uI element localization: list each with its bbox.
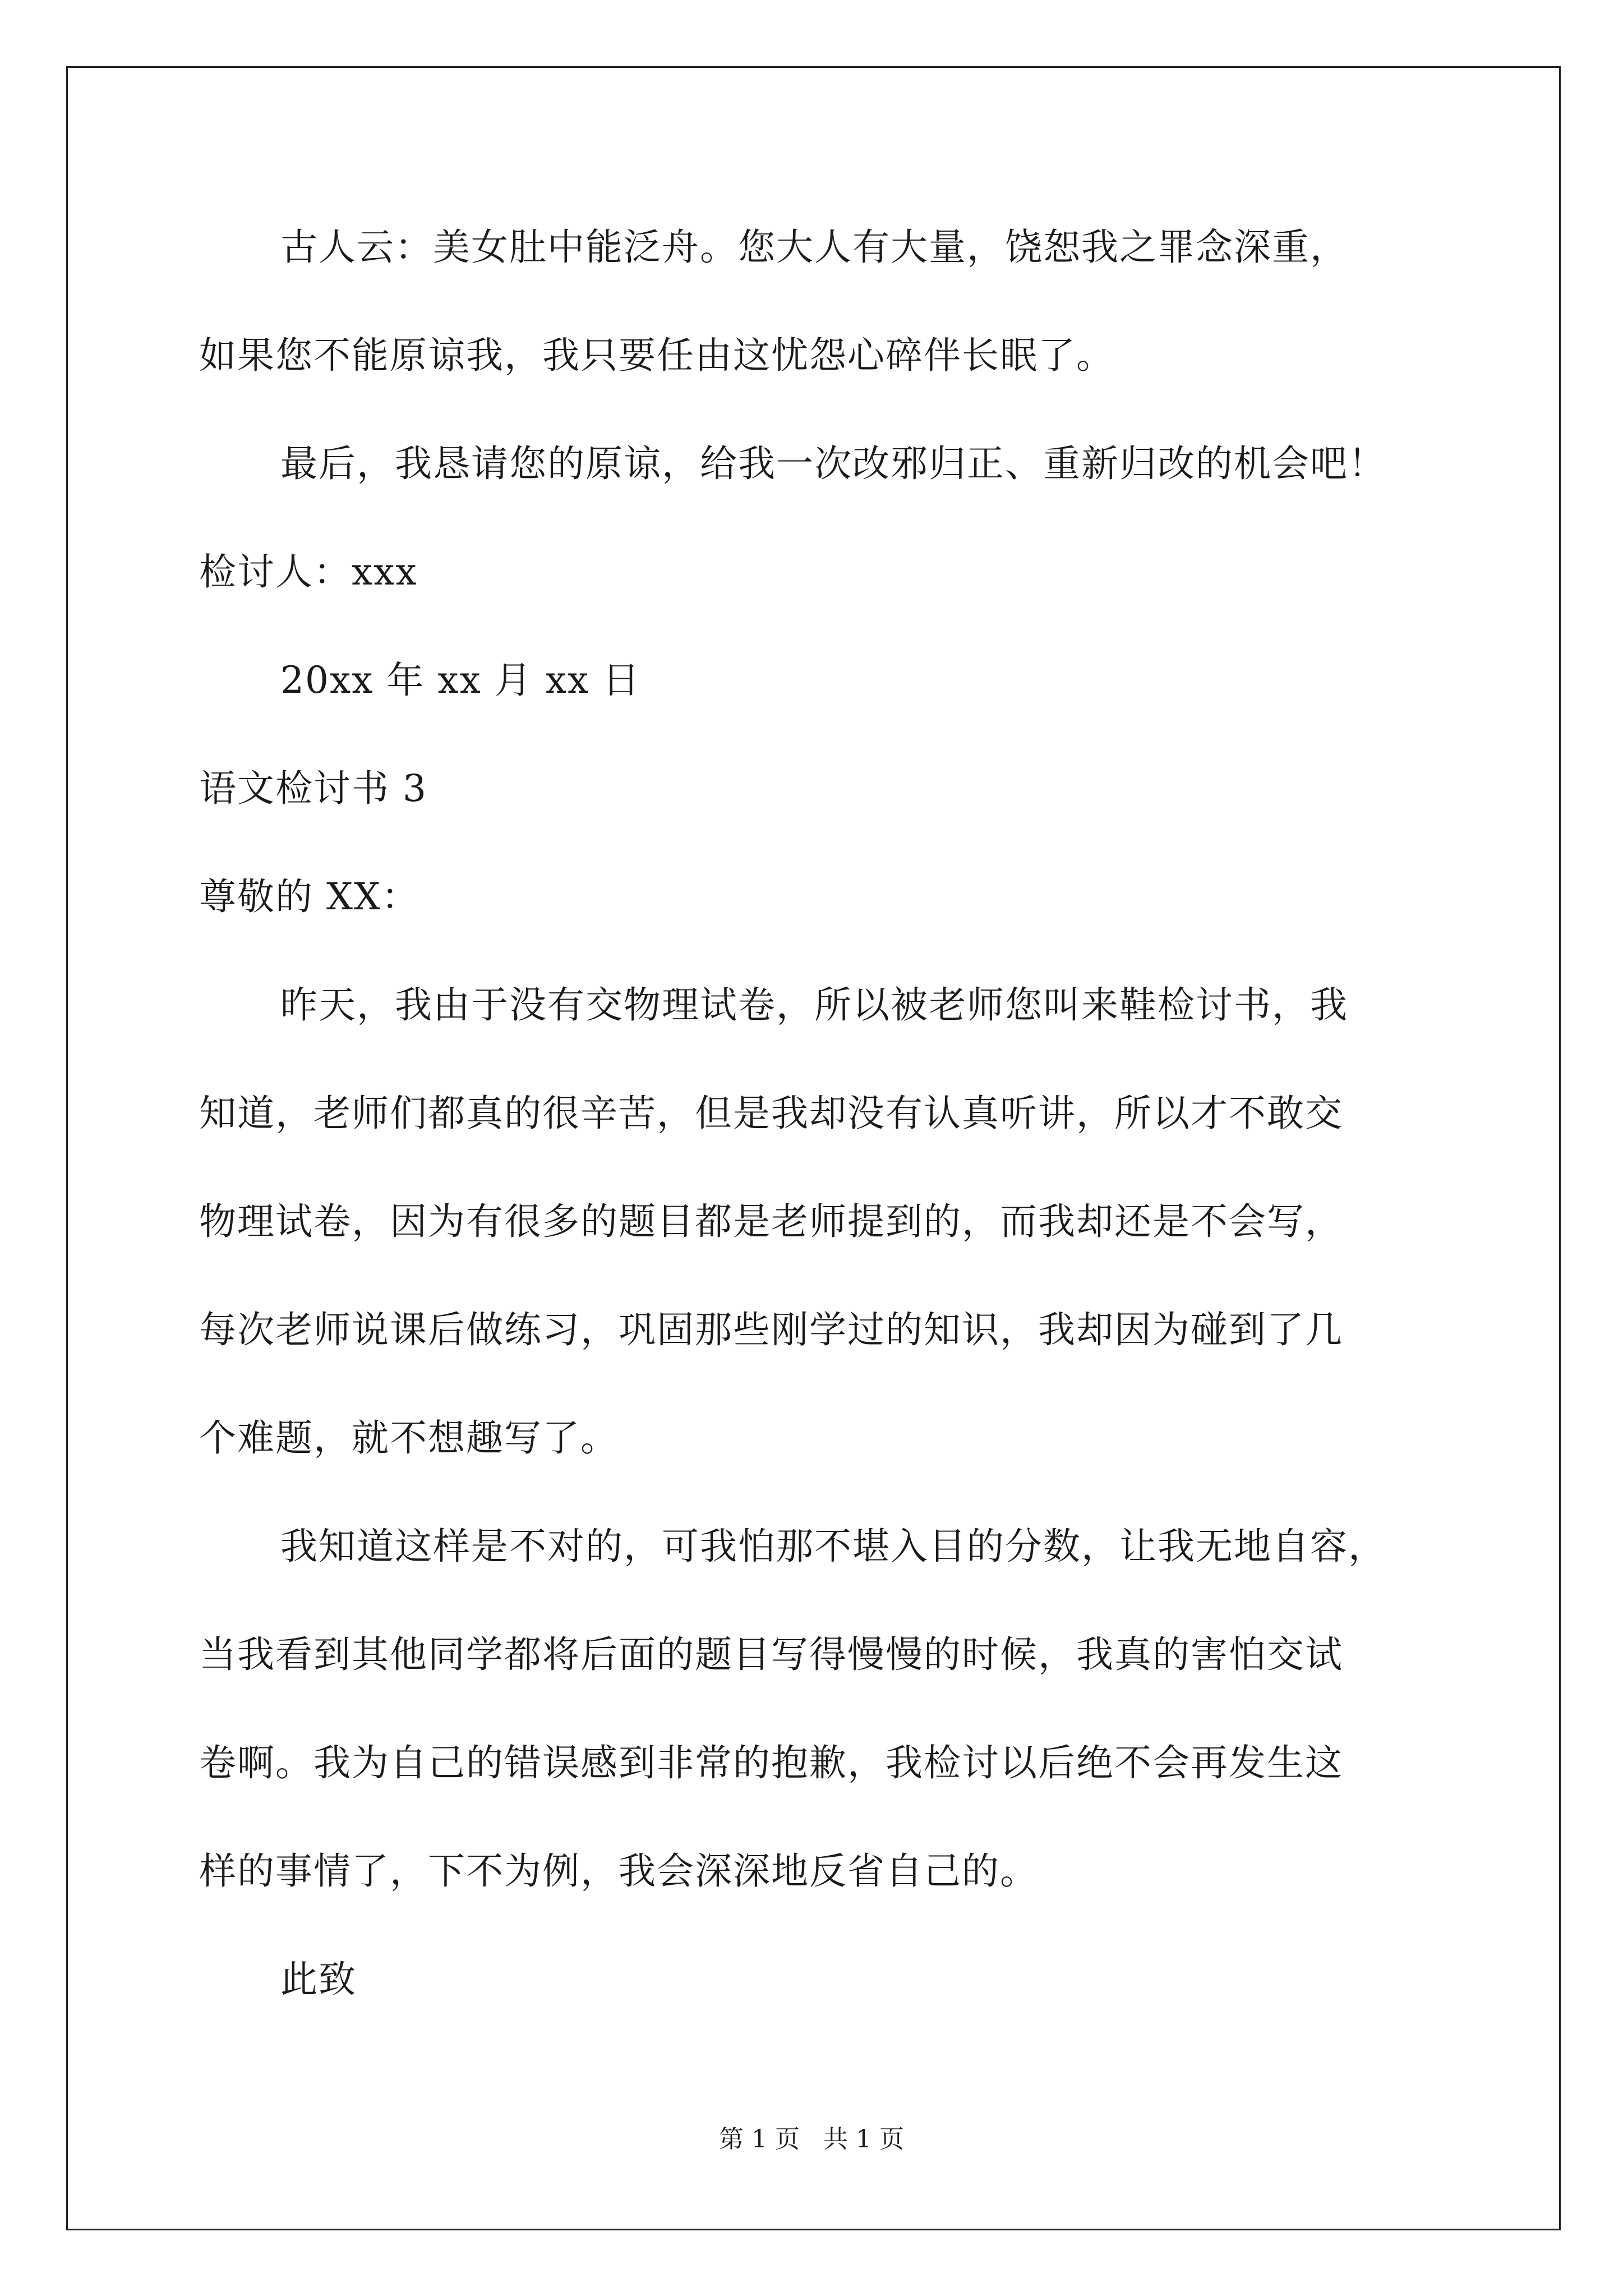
page-border [66,66,1561,2230]
closing-line: 此致 [280,1958,357,2001]
page-count: 共 1 页 [823,2125,904,2154]
page-number: 第 1 页 [719,2125,800,2154]
salutation: 尊敬的 XX： [199,875,419,918]
paragraph-line: 卷啊。我为自己的错误感到非常的抱歉，我检讨以后绝不会再发生这 [199,1741,1343,1784]
paragraph-line: 物理试卷，因为有很多的题目都是老师提到的，而我却还是不会写， [199,1200,1343,1243]
signature-label: 检讨人：xxx [199,550,418,593]
paragraph-line: 如果您不能原谅我，我只要任由这忧怨心碎伴长眠了。 [199,334,1114,377]
paragraph-line: 个难题，就不想趣写了。 [199,1416,619,1460]
date-line: 20xx 年 xx 月 xx 日 [280,659,641,702]
paragraph-line: 最后，我恳请您的原谅，给我一次改邪归正、重新归改的机会吧！ [280,442,1386,485]
section-heading: 语文检讨书 3 [199,767,427,810]
page-footer [0,2127,1623,2152]
paragraph-line: 古人云：美女肚中能泛舟。您大人有大量，饶恕我之罪念深重， [280,226,1348,269]
paragraph-line: 每次老师说课后做练习，巩固那些刚学过的知识，我却因为碰到了几 [199,1308,1343,1351]
paragraph-line: 我知道这样是不对的，可我怕那不堪入目的分数，让我无地自容， [280,1525,1386,1568]
paragraph-line: 样的事情了，下不为例，我会深深地反省自己的。 [199,1849,1038,1893]
paragraph-line: 昨天，我由于没有交物理试卷，所以被老师您叫来鞋检讨书，我 [280,983,1348,1027]
paragraph-line: 知道，老师们都真的很辛苦，但是我却没有认真听讲，所以才不敢交 [199,1092,1343,1135]
paragraph-line: 当我看到其他同学都将后面的题目写得慢慢的时候，我真的害怕交试 [199,1633,1343,1676]
